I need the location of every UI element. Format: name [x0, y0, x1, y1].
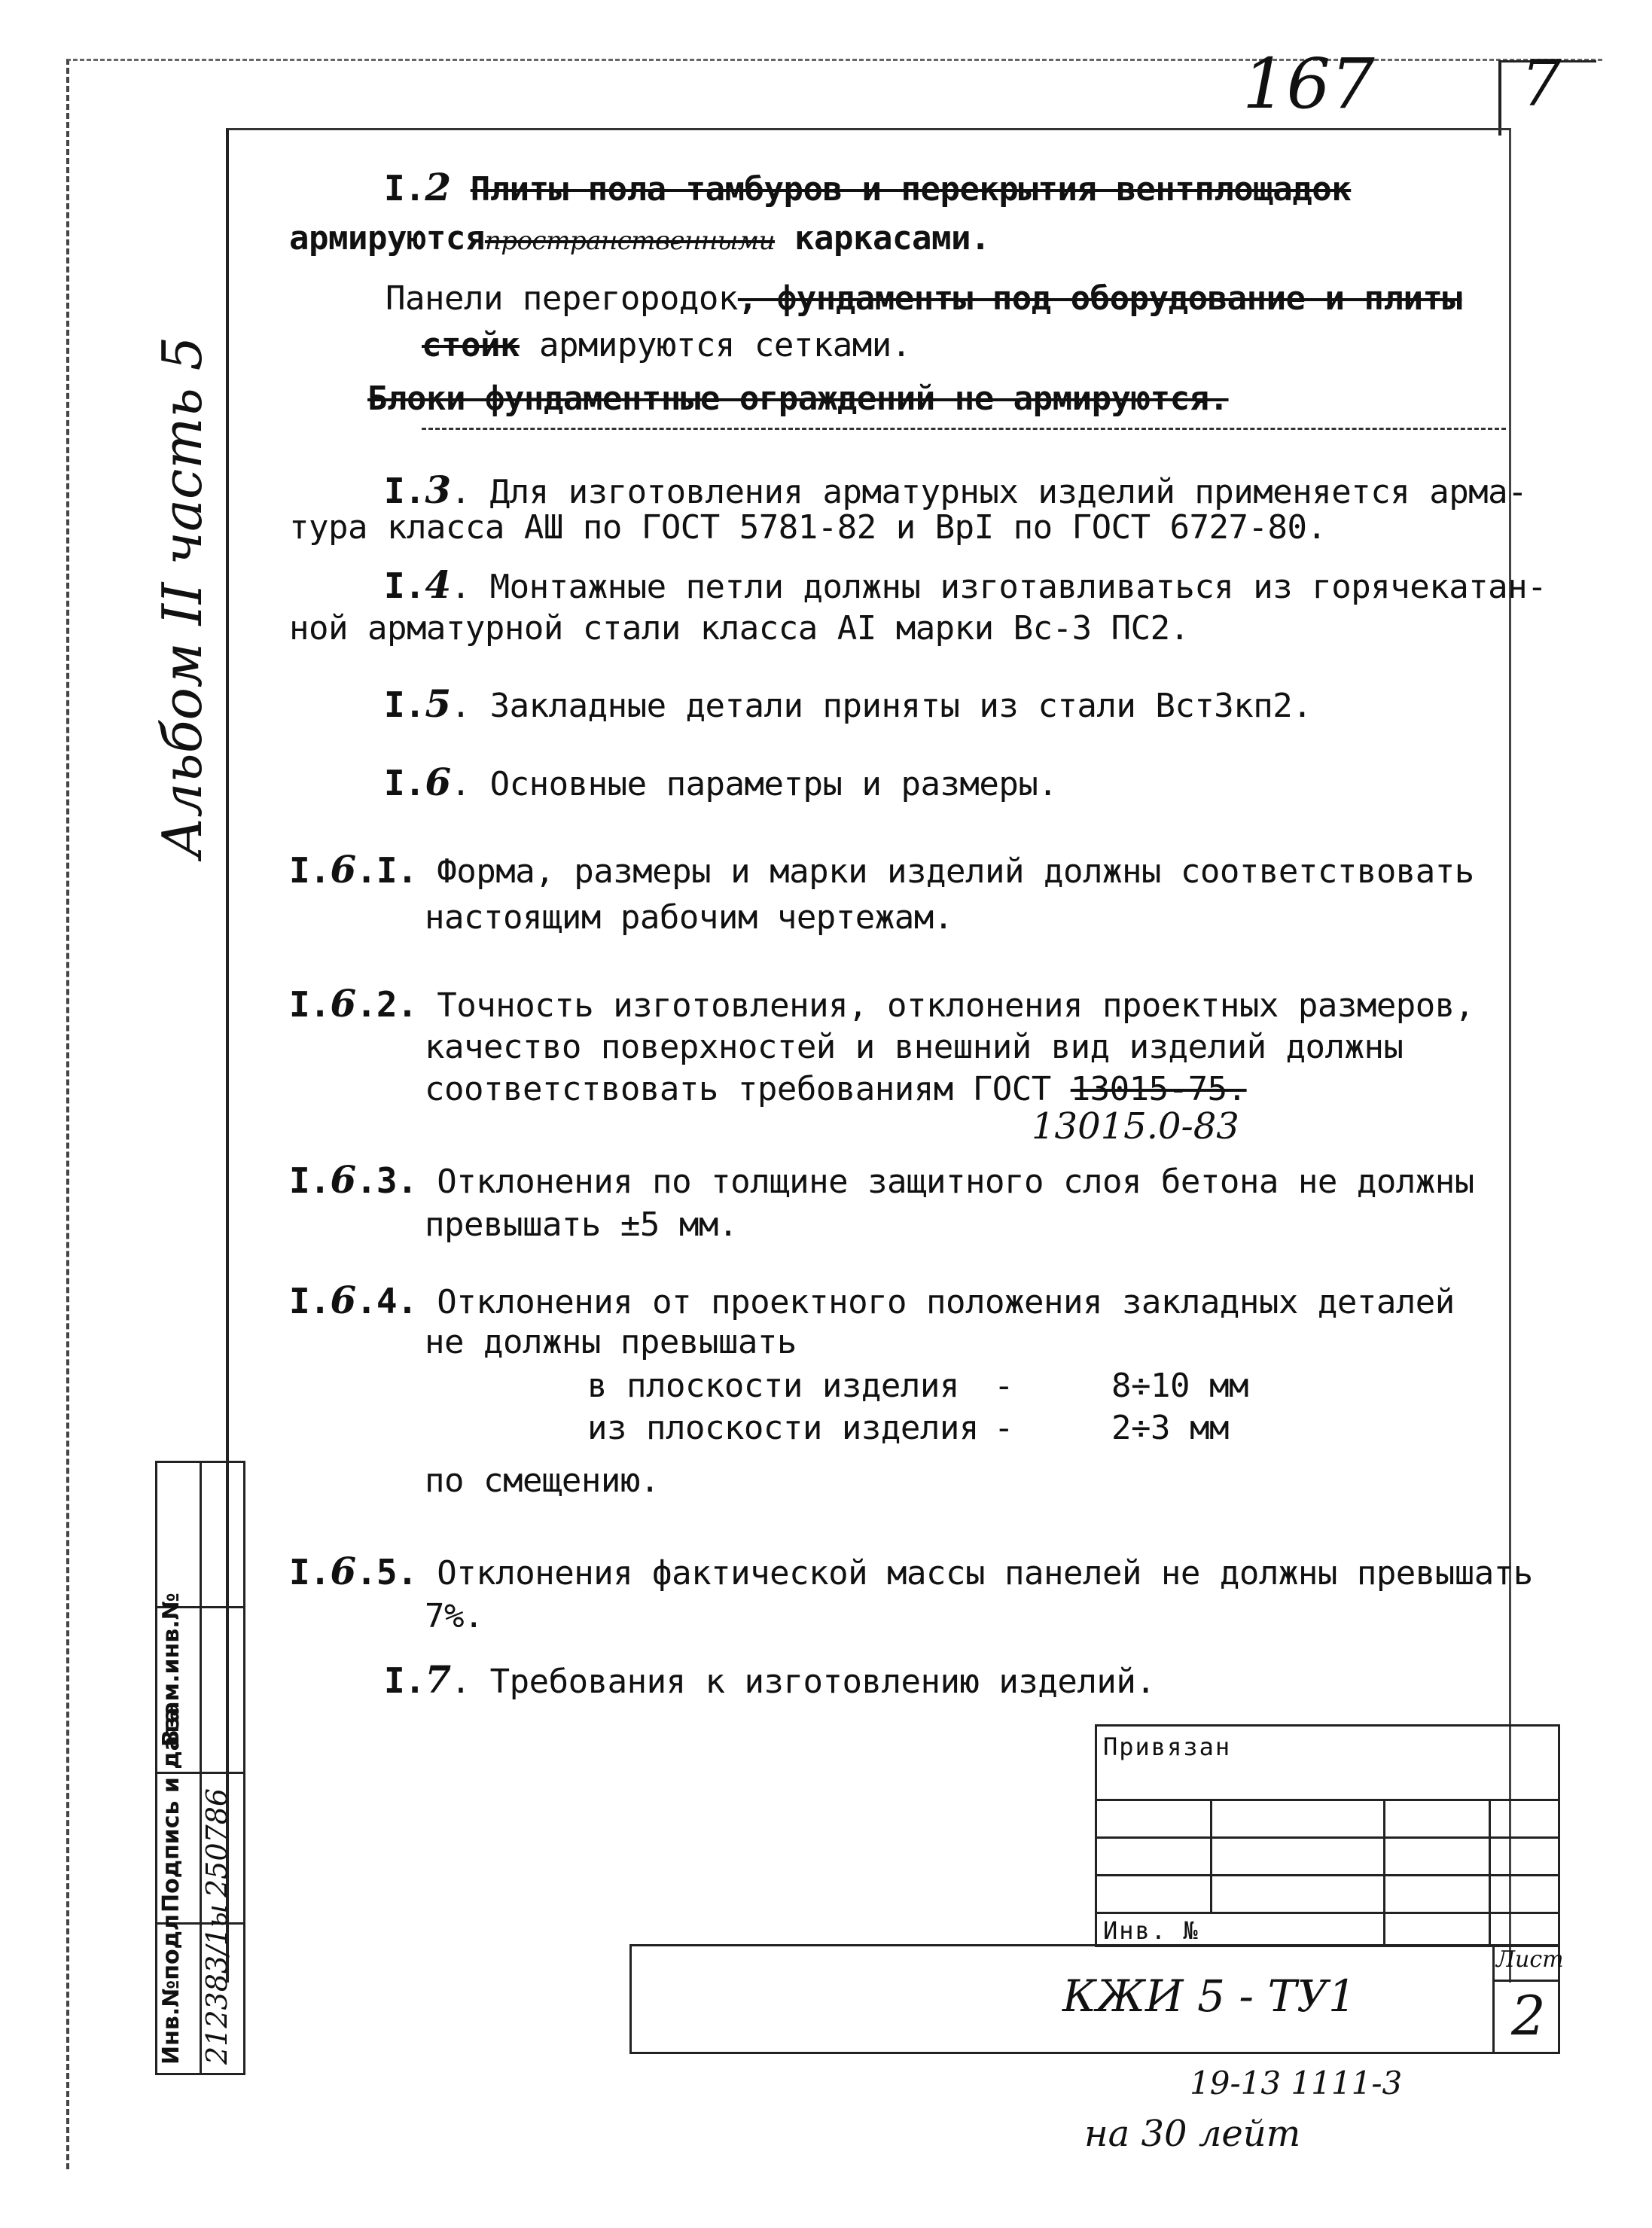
- paragraph-1-line-1: I.2 Плиты пола тамбуров и перекрытия вентплощадок: [384, 165, 1352, 209]
- paragraph-5-line-2: ной арматурной стали класса AI марки Вс-3 ПС2.: [289, 609, 1190, 648]
- paragraph-9-line-2: качество поверхностей и внешний вид изделий должны: [425, 1028, 1404, 1066]
- paragraph-11-line-1: I.6.4. Отклонения от проектного положения закладных деталей: [289, 1278, 1455, 1322]
- paragraph-1-line-2: армируютсяпространственными каркасами.: [289, 219, 990, 258]
- paragraph-2-line-1: Панели перегородок, фундаменты под оборудование и плиты: [386, 279, 1462, 318]
- sheet-label: Лист: [1496, 1946, 1564, 1973]
- stamp-inv-label: Инв. №: [1103, 1916, 1199, 1945]
- paragraph-12-line-1: I.6.5. Отклонения фактической массы панелей не должны превышать: [289, 1549, 1533, 1593]
- paragraph-5-line-1: I.4. Монтажные петли должны изготавливаться из горячекатан-: [384, 562, 1547, 607]
- separator-dashed: [422, 428, 1506, 430]
- paragraph-3: Блоки фундаментные ограждений не армируются.: [367, 379, 1229, 418]
- stamp-privyazan-label: Привязан: [1103, 1733, 1232, 1761]
- paragraph-4-line-1: I.3. Для изготовления арматурных изделий применяется арма-: [384, 468, 1528, 512]
- left-stamp-col2-label: Подпись и дата: [158, 1707, 184, 1913]
- stamp-col-line-3: [1489, 1799, 1491, 1945]
- paragraph-11-line-2: не должны превышать: [425, 1323, 797, 1361]
- footer-note-2: на 30 лейт: [1084, 2113, 1301, 2155]
- sheet-number: 2: [1511, 1984, 1546, 2047]
- document-code: КЖИ 5 - ТУ1: [1062, 1970, 1356, 2022]
- paragraph-9-line-1: I.6.2. Точность изготовления, отклонения проектных размеров,: [289, 981, 1474, 1026]
- margin-note: Альбом II часть 5: [151, 336, 214, 858]
- paragraph-12-line-2: 7%.: [425, 1597, 483, 1635]
- paragraph-6: I.5. Закладные детали приняты из стали ВстЗкп2.: [384, 681, 1312, 726]
- paragraph-11-row-1-value: 8÷10 мм: [1111, 1367, 1248, 1405]
- left-stamp-col3-label: Взам.инв.№: [158, 1593, 184, 1747]
- paragraph-9-hand-correction: 13015.0-83: [1032, 1105, 1239, 1148]
- stamp-privyazan-block: [1095, 1724, 1560, 1947]
- title-block: [629, 1944, 1558, 2054]
- sheet-number-cell: [1492, 1944, 1564, 2054]
- stamp-col-line-2: [1383, 1799, 1385, 1945]
- left-stamp-col2-value: 250786: [200, 1788, 233, 1897]
- paragraph-4-line-2: тура класса АШ по ГОСТ 5781-82 и ВрI по ГОСТ 6727-80.: [289, 508, 1327, 547]
- paragraph-10-line-1: I.6.3. Отклонения по толщине защитного слоя бетона не должны: [289, 1157, 1474, 1202]
- paragraph-9-line-3: соответствовать требованиям ГОСТ 13015-75.: [425, 1070, 1247, 1108]
- paragraph-13: I.7. Требования к изготовлению изделий.: [384, 1657, 1156, 1702]
- paragraph-10-line-2: превышать ±5 мм.: [425, 1205, 738, 1244]
- paragraph-11-row-1: в плоскости изделия: [587, 1367, 959, 1405]
- footer-note-1: 19-13 1111-3: [1190, 2065, 1403, 2102]
- paragraph-11-row-2: из плоскости изделия: [587, 1409, 979, 1447]
- sheet-label-divider: [1495, 1980, 1558, 1982]
- left-stamp-col1-value: 212383/1ы: [200, 1904, 233, 2065]
- stamp-col-line-1: [1210, 1799, 1212, 1912]
- paragraph-11-row-2-value: 2÷3 мм: [1111, 1409, 1229, 1447]
- paragraph-11-row-1-dash: -: [994, 1367, 1013, 1405]
- paragraph-11-line-end: по смещению.: [425, 1461, 660, 1500]
- sheet-corner-number: 7: [1521, 47, 1562, 120]
- paragraph-7: I.6. Основные параметры и размеры.: [384, 760, 1058, 804]
- paragraph-2-line-2: стойк армируются сетками.: [422, 326, 911, 364]
- top-right-border: [1498, 60, 1501, 136]
- page-number-handwritten: 167: [1242, 44, 1375, 124]
- paragraph-11-row-2-dash: -: [994, 1409, 1013, 1447]
- paragraph-8-line-2: настоящим рабочим чертежам.: [425, 898, 953, 937]
- paragraph-8-line-1: I.6.I. Форма, размеры и марки изделий должны соответствовать: [289, 847, 1474, 892]
- left-stamp-col1-label: Инв.№подл: [158, 1914, 184, 2065]
